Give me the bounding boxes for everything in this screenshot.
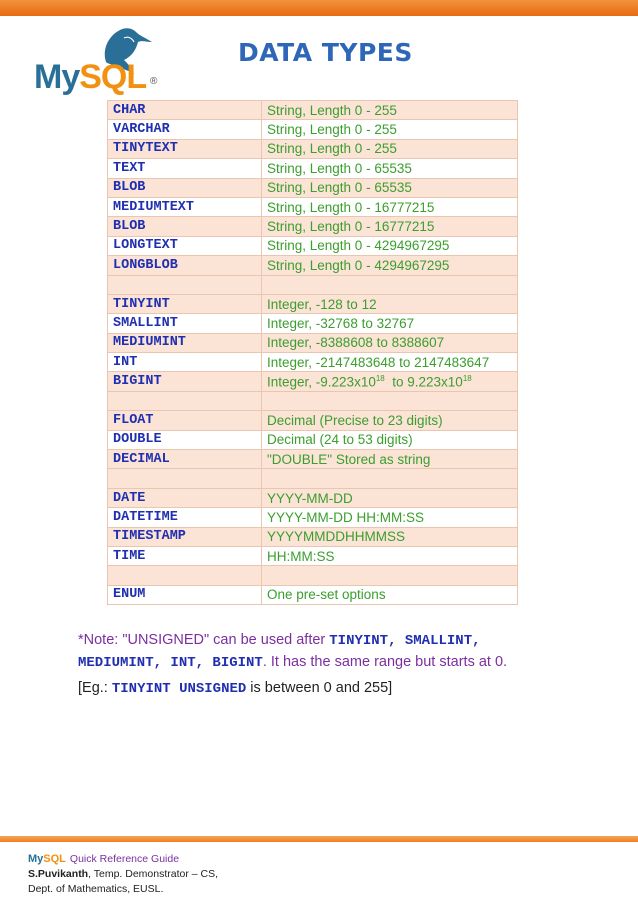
table-row	[108, 372, 518, 391]
type-description-cell	[262, 469, 518, 488]
type-name-cell: BLOB	[108, 217, 262, 236]
table-row	[108, 430, 518, 449]
table-row	[108, 585, 518, 604]
table-row	[108, 256, 518, 275]
type-description-cell	[262, 566, 518, 585]
type-name-cell: BLOB	[108, 178, 262, 197]
type-name-cell	[108, 275, 262, 294]
type-description-cell: String, Length 0 - 255	[262, 139, 518, 158]
type-description-cell: String, Length 0 - 65535	[262, 178, 518, 197]
type-name-cell: DATETIME	[108, 508, 262, 527]
table-row	[108, 178, 518, 197]
table-spacer-row	[108, 391, 518, 410]
note-type-list: TINYINT, SMALLINT, MEDIUMINT, INT, BIGINT	[78, 633, 481, 671]
table-row	[108, 333, 518, 352]
type-description-cell: YYYY-MM-DD	[262, 488, 518, 507]
type-name-cell: TINYTEXT	[108, 139, 262, 158]
table-row	[108, 101, 518, 120]
type-description-cell: Integer, -8388608 to 8388607	[262, 333, 518, 352]
type-description-cell	[262, 275, 518, 294]
type-name-cell: ENUM	[108, 585, 262, 604]
type-description-cell: String, Length 0 - 4294967295	[262, 236, 518, 255]
type-description-cell: String, Length 0 - 16777215	[262, 197, 518, 216]
table-spacer-row	[108, 469, 518, 488]
unsigned-note: *Note: "UNSIGNED" can be used after TINYINT, SMALLINT, MEDIUMINT, INT, BIGINT. It has the same range but starts at 0.	[78, 632, 508, 671]
table-row	[108, 488, 518, 507]
type-description-cell: HH:MM:SS	[262, 546, 518, 565]
type-name-cell: LONGBLOB	[108, 256, 262, 275]
type-name-cell: DOUBLE	[108, 430, 262, 449]
type-name-cell: TINYINT	[108, 294, 262, 313]
type-description-cell: YYYY-MM-DD HH:MM:SS	[262, 508, 518, 527]
type-description-cell: Decimal (Precise to 23 digits)	[262, 411, 518, 430]
type-name-cell: DECIMAL	[108, 450, 262, 469]
table-row	[108, 527, 518, 546]
table-row	[108, 294, 518, 313]
table-spacer-row	[108, 275, 518, 294]
type-description-cell: String, Length 0 - 255	[262, 101, 518, 120]
type-name-cell	[108, 566, 262, 585]
type-description-cell	[262, 391, 518, 410]
type-name-cell	[108, 391, 262, 410]
table-row	[108, 159, 518, 178]
type-name-cell: TIME	[108, 546, 262, 565]
page-title: DATA TYPES	[238, 38, 413, 67]
type-name-cell: VARCHAR	[108, 120, 262, 139]
type-description-cell: String, Length 0 - 255	[262, 120, 518, 139]
footer-accent-line	[0, 836, 638, 842]
data-types-table	[107, 100, 518, 605]
logo-wordmark: MySQL	[34, 58, 147, 96]
type-name-cell: LONGTEXT	[108, 236, 262, 255]
table-row	[108, 197, 518, 216]
table-row	[108, 314, 518, 333]
table-row	[108, 508, 518, 527]
footer-dept-line: Dept. of Mathematics, EUSL.	[28, 883, 164, 895]
type-description-cell: String, Length 0 - 65535	[262, 159, 518, 178]
type-description-cell: String, Length 0 - 4294967295	[262, 256, 518, 275]
registered-mark: ®	[150, 76, 158, 87]
mysql-logo	[28, 24, 163, 94]
type-name-cell: SMALLINT	[108, 314, 262, 333]
type-name-cell: TEXT	[108, 159, 262, 178]
type-description-cell: YYYYMMDDHHMMSS	[262, 527, 518, 546]
footer-title-line	[28, 852, 218, 867]
table-spacer-row	[108, 566, 518, 585]
type-name-cell: DATE	[108, 488, 262, 507]
type-description-cell: String, Length 0 - 16777215	[262, 217, 518, 236]
type-description-cell: "DOUBLE" Stored as string	[262, 450, 518, 469]
type-name-cell	[108, 469, 262, 488]
type-name-cell: MEDIUMINT	[108, 333, 262, 352]
type-name-cell: BIGINT	[108, 372, 262, 391]
unsigned-example: [Eg.: TINYINT UNSIGNED is between 0 and 255]	[78, 680, 393, 697]
type-description-cell: Decimal (24 to 53 digits)	[262, 430, 518, 449]
type-description-cell: Integer, -2147483648 to 2147483647	[262, 353, 518, 372]
table-row	[108, 546, 518, 565]
type-name-cell: TIMESTAMP	[108, 527, 262, 546]
table-row	[108, 411, 518, 430]
footer-author-line: S.Puvikanth, Temp. Demonstrator – CS,	[28, 868, 219, 880]
footer	[28, 852, 218, 897]
table-row	[108, 217, 518, 236]
table-row	[108, 236, 518, 255]
footer-guide-title: Quick Reference Guide	[69, 853, 180, 865]
type-name-cell: CHAR	[108, 101, 262, 120]
type-description-cell: Integer, $-9.223x10^{18}$ to $9.223x10^{18}$	[262, 372, 518, 391]
type-name-cell: INT	[108, 353, 262, 372]
table-row	[108, 120, 518, 139]
table-row	[108, 450, 518, 469]
type-name-cell: MEDIUMTEXT	[108, 197, 262, 216]
type-description-cell: Integer, -32768 to 32767	[262, 314, 518, 333]
footer-mysql-logo: MySQL	[28, 853, 66, 865]
table-row	[108, 353, 518, 372]
example-code: TINYINT UNSIGNED	[111, 681, 247, 697]
type-name-cell: FLOAT	[108, 411, 262, 430]
table-row	[108, 139, 518, 158]
type-description-cell: One pre-set options	[262, 585, 518, 604]
top-accent-bar	[0, 0, 638, 16]
type-description-cell: Integer, -128 to 12	[262, 294, 518, 313]
